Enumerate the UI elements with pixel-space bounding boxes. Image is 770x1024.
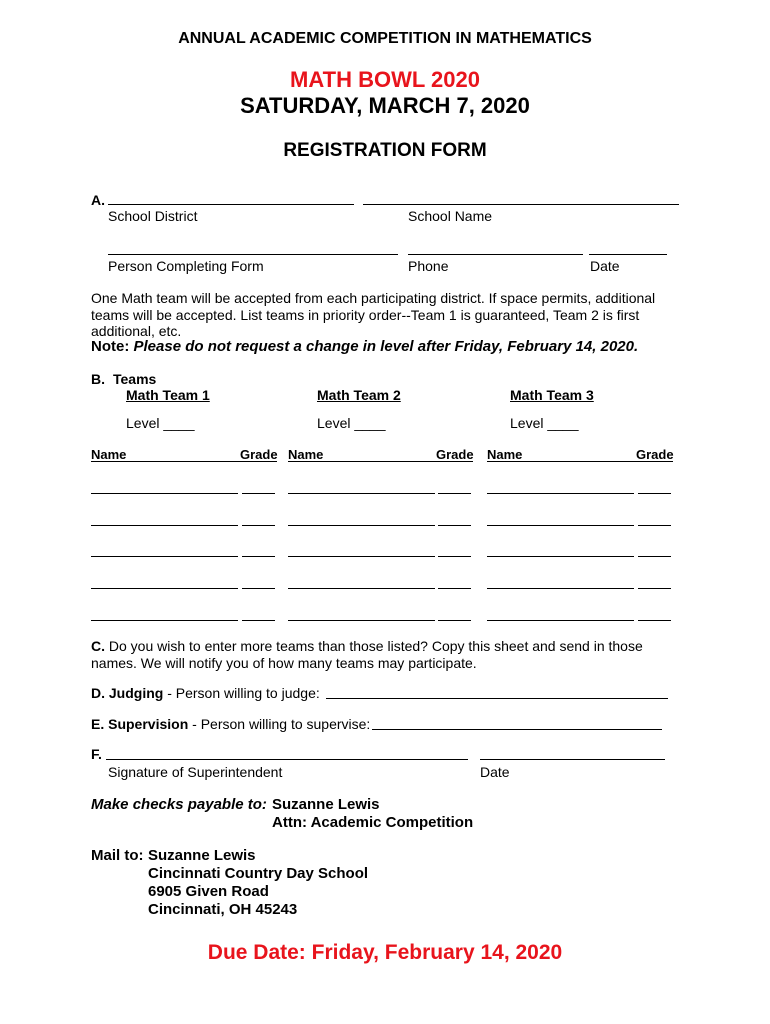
team-1-title: Math Team 1: [126, 387, 210, 403]
school-district-label: School District: [108, 208, 198, 224]
team-1-member-name-field[interactable]: [91, 493, 238, 494]
phone-field[interactable]: [408, 254, 583, 255]
team-2-member-name-field[interactable]: [288, 588, 435, 589]
team-3-member-grade-field[interactable]: [638, 620, 671, 621]
mail-line-city: Cincinnati, OH 45243: [148, 901, 298, 918]
judge-name-field[interactable]: [326, 698, 668, 699]
team-3-title: Math Team 3: [510, 387, 594, 403]
judging-label: D. Judging: [91, 685, 164, 701]
section-c-marker: C.: [91, 638, 105, 654]
due-date: Due Date: Friday, February 14, 2020: [207, 941, 563, 964]
roster-name-header: Name: [91, 447, 127, 462]
team-2-level[interactable]: Level ____: [317, 415, 386, 431]
supervision-row: [91, 716, 370, 732]
section-f-marker: F.: [91, 746, 102, 762]
mail-label: Mail to:: [91, 847, 144, 864]
event-date: SATURDAY, MARCH 7, 2020: [240, 93, 530, 118]
roster-grade-header: Grade: [240, 447, 278, 462]
person-completing-label: Person Completing Form: [108, 258, 264, 274]
date-label: Date: [590, 258, 620, 274]
team-2-member-name-field[interactable]: [288, 493, 435, 494]
team-3-member-name-field[interactable]: [487, 525, 634, 526]
competition-supertitle: ANNUAL ACADEMIC COMPETITION IN MATHEMATICS: [178, 30, 592, 47]
judging-row: [91, 685, 320, 701]
team-1-member-grade-field[interactable]: [242, 493, 275, 494]
roster-name-header: Name: [487, 447, 523, 462]
section-b-marker: B.: [91, 371, 105, 387]
form-title: REGISTRATION FORM: [283, 140, 487, 161]
mail-line-school: Cincinnati Country Day School: [148, 865, 369, 882]
team-2-member-grade-field[interactable]: [438, 493, 471, 494]
team-3-member-name-field[interactable]: [487, 588, 634, 589]
teams-heading: Teams: [113, 371, 157, 387]
team-3-member-grade-field[interactable]: [638, 556, 671, 557]
team-3-member-name-field[interactable]: [487, 493, 634, 494]
team-3-member-name-field[interactable]: [487, 556, 634, 557]
team-1-member-name-field[interactable]: [91, 588, 238, 589]
team-2-member-grade-field[interactable]: [438, 556, 471, 557]
team-2-member-grade-field[interactable]: [438, 525, 471, 526]
mail-line-name: Suzanne Lewis: [148, 847, 256, 864]
signature-date-label: Date: [480, 764, 510, 780]
team-3-member-grade-field[interactable]: [638, 588, 671, 589]
signature-date-field[interactable]: [480, 759, 665, 760]
team-2-member-name-field[interactable]: [288, 525, 435, 526]
phone-label: Phone: [408, 258, 449, 274]
school-district-field[interactable]: [108, 204, 354, 205]
team-3-member-grade-field[interactable]: [638, 525, 671, 526]
supervision-label: E. Supervision: [91, 716, 189, 732]
team-1-member-name-field[interactable]: [91, 556, 238, 557]
supervision-text: - Person willing to supervise:: [188, 716, 371, 732]
payee-name: Suzanne Lewis: [272, 796, 380, 813]
mail-line-street: 6905 Given Road: [148, 883, 269, 900]
note-text: Please do not request a change in level after Friday, February 14, 2020.: [133, 338, 639, 355]
team-1-member-name-field[interactable]: [91, 525, 238, 526]
section-c-paragraph: [91, 638, 661, 671]
roster-grade-header: Grade: [436, 447, 474, 462]
team-1-member-grade-field[interactable]: [242, 588, 275, 589]
section-c-text: Do you wish to enter more teams than those listed? Copy this sheet and send in those names. We will notify you of how many teams may participate.: [91, 638, 643, 671]
school-name-label: School Name: [408, 208, 493, 224]
team-3-level[interactable]: Level ____: [510, 415, 579, 431]
person-completing-field[interactable]: [108, 254, 398, 255]
note-label: Note:: [91, 338, 130, 355]
judging-text: - Person willing to judge:: [163, 685, 320, 701]
team-3-member-name-field[interactable]: [487, 620, 634, 621]
team-2-member-grade-field[interactable]: [438, 588, 471, 589]
team-2-member-name-field[interactable]: [288, 620, 435, 621]
section-a-marker: A.: [91, 192, 105, 208]
superintendent-signature-field[interactable]: [106, 759, 468, 760]
supervisor-name-field[interactable]: [372, 729, 662, 730]
team-1-member-grade-field[interactable]: [242, 525, 275, 526]
level-change-note: [91, 338, 638, 355]
team-1-member-grade-field[interactable]: [242, 620, 275, 621]
team-3-member-grade-field[interactable]: [638, 493, 671, 494]
team-2-member-name-field[interactable]: [288, 556, 435, 557]
team-2-title: Math Team 2: [317, 387, 401, 403]
school-name-field[interactable]: [363, 204, 679, 205]
team-1-member-grade-field[interactable]: [242, 556, 275, 557]
team-1-level[interactable]: Level ____: [126, 415, 195, 431]
page-title: MATH BOWL 2020: [290, 67, 480, 92]
intro-paragraph: One Math team will be accepted from each participating district. If space permits, additional teams will be accepted. List teams in priority order--Team 1 is guaranteed, Team 2 is first additional, etc.: [91, 290, 656, 339]
team-1-member-name-field[interactable]: [91, 620, 238, 621]
payment-label: Make checks payable to:: [91, 796, 267, 813]
payee-attn: Attn: Academic Competition: [272, 814, 474, 831]
signature-label: Signature of Superintendent: [108, 764, 283, 780]
team-2-member-grade-field[interactable]: [438, 620, 471, 621]
roster-grade-header: Grade: [636, 447, 674, 462]
roster-name-header: Name: [288, 447, 324, 462]
date-field[interactable]: [589, 254, 667, 255]
